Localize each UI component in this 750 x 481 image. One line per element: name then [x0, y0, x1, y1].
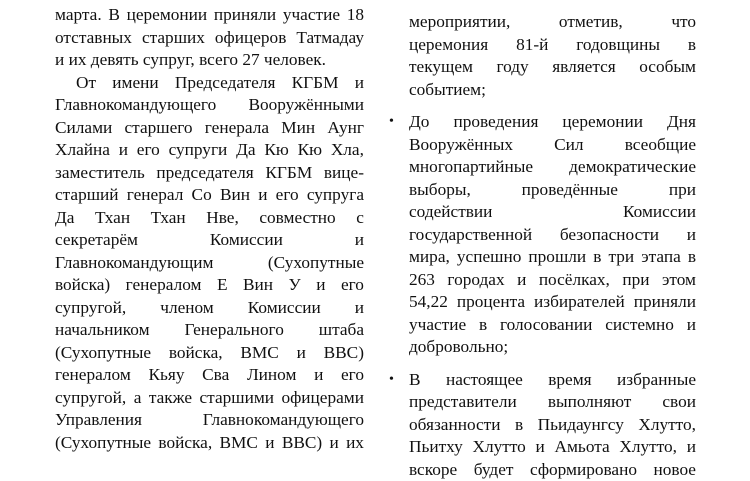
word: церемонии: [562, 111, 643, 134]
word: (Сухопутные: [55, 432, 151, 455]
bullet-item: [409, 369, 696, 481]
word: представители: [409, 391, 517, 414]
word: приняли: [634, 291, 696, 314]
word: членом: [160, 297, 213, 320]
word: является: [552, 56, 616, 79]
word: марта.: [55, 4, 102, 27]
word: ВМС: [240, 342, 278, 365]
text-line: [409, 224, 696, 247]
word: Хлутто: [473, 436, 526, 459]
word: и: [119, 139, 128, 162]
word: Да: [55, 207, 74, 230]
word: и: [329, 432, 338, 455]
text-line: [409, 414, 696, 437]
word: церемонии: [127, 4, 208, 27]
word: вице-: [324, 162, 364, 185]
word: с: [356, 207, 364, 230]
word: в: [593, 246, 601, 269]
word: войска): [55, 274, 110, 297]
word: Управления: [55, 409, 142, 432]
word: человек.: [264, 49, 326, 72]
word: выполняют: [548, 391, 632, 414]
word: Вооружённых: [409, 134, 513, 157]
word: особым: [639, 56, 696, 79]
word: отставных: [55, 27, 132, 50]
word: году: [496, 56, 528, 79]
word: От: [76, 72, 96, 95]
bullet-item: [409, 111, 696, 359]
text-line: [55, 184, 364, 207]
word: Дня: [667, 111, 696, 134]
text-line: [55, 139, 364, 162]
word: Комиссии: [248, 297, 321, 320]
word: избирателей: [534, 291, 625, 314]
word: годовщины: [576, 34, 660, 57]
word: Кю: [264, 139, 288, 162]
word: и: [55, 49, 69, 72]
word: Амьота: [555, 436, 610, 459]
word: председателя: [156, 162, 253, 185]
word: и: [517, 269, 526, 292]
word: городах: [447, 269, 504, 292]
word: офицерами: [281, 387, 364, 410]
word: Хлутто,: [638, 414, 696, 437]
word: участие: [409, 314, 466, 337]
word: До: [409, 111, 429, 134]
word: КГБМ: [265, 162, 312, 185]
word: государственной: [409, 224, 532, 247]
word: системно: [605, 314, 674, 337]
text-line: [409, 156, 696, 179]
text-line: [55, 94, 364, 117]
bullet-icon: •: [389, 369, 394, 392]
clipped-line: [409, 4, 696, 11]
word: добровольно;: [409, 336, 508, 359]
word: Пьидаунгсу: [538, 414, 624, 437]
word: три: [608, 246, 634, 269]
word: церемония: [409, 34, 488, 57]
word: всеобщие: [625, 134, 696, 157]
word: при: [622, 269, 649, 292]
text-line: [409, 79, 696, 102]
word: текущем: [409, 56, 473, 79]
word: совместно: [259, 207, 335, 230]
word: и: [355, 72, 364, 95]
word: безопасности: [560, 224, 659, 247]
word: Комиссии: [210, 229, 283, 252]
word: этом: [662, 269, 696, 292]
word: генералом: [55, 364, 131, 387]
text-line: [55, 364, 364, 387]
word: и: [355, 297, 364, 320]
word: КГБМ: [292, 72, 339, 95]
word: 263: [409, 269, 435, 292]
word: Пьитху: [409, 436, 463, 459]
word: обязанности: [409, 414, 501, 437]
word: секретарём: [55, 229, 138, 252]
word: и: [297, 342, 306, 365]
word: 54,22: [409, 291, 448, 314]
word: Аунг: [327, 117, 364, 140]
word: В: [108, 4, 120, 27]
text-line: [409, 111, 696, 134]
word: его: [276, 184, 299, 207]
text-line: [55, 297, 364, 320]
left-column: [55, 4, 364, 454]
word: Комиссии: [623, 201, 696, 224]
word: многопартийные: [409, 156, 533, 179]
word: 81-й: [516, 34, 548, 57]
word: У: [289, 274, 301, 297]
text-line: [409, 291, 696, 314]
word: Вин: [220, 184, 250, 207]
text-line: [409, 436, 696, 459]
text-line: [409, 391, 696, 414]
word: Тхан: [151, 207, 186, 230]
word: при: [669, 179, 696, 202]
bullet-icon: •: [389, 111, 394, 134]
word: Вин: [243, 274, 273, 297]
word: Председателя: [175, 72, 276, 95]
word: в: [479, 314, 487, 337]
word: старшими: [200, 387, 274, 410]
word: прошли: [528, 246, 586, 269]
word: В: [409, 369, 421, 392]
word: генерал: [127, 184, 184, 207]
word: Главнокомандующим: [55, 252, 213, 275]
word: Да: [236, 139, 255, 162]
word: генерала: [205, 117, 269, 140]
word: содействии: [409, 201, 492, 224]
word: посёлках,: [539, 269, 610, 292]
word: ВВС): [324, 342, 364, 365]
word: проведения: [453, 111, 538, 134]
word: (Сухопутные: [268, 252, 364, 275]
word: их: [346, 432, 364, 455]
word: Сва: [202, 364, 229, 387]
text-line: [409, 179, 696, 202]
word: начальником: [55, 319, 150, 342]
text-line: [409, 56, 696, 79]
right-column: [409, 4, 696, 481]
word: новое: [654, 459, 696, 481]
word: Главнокомандующего: [203, 409, 364, 432]
word: и: [314, 364, 323, 387]
word: и: [687, 224, 696, 247]
word: офицеров: [215, 27, 286, 50]
word: избранные: [617, 369, 696, 392]
text-line: [55, 229, 364, 252]
word: свои: [662, 391, 696, 414]
word: Сил: [554, 134, 583, 157]
word: и: [536, 436, 545, 459]
word: и: [355, 229, 364, 252]
word: приняли: [214, 4, 276, 27]
word: Е: [217, 274, 228, 297]
word: Хла,: [331, 139, 364, 162]
word: этапа: [641, 246, 681, 269]
word: генералом: [126, 274, 202, 297]
word: Хлайна: [55, 139, 110, 162]
word: будет: [474, 459, 514, 481]
text-line: [55, 387, 364, 410]
word: голосовании: [500, 314, 592, 337]
word: супругой,: [55, 297, 126, 320]
word: имени: [112, 72, 158, 95]
word: войска,: [169, 342, 223, 365]
text-line: [55, 49, 364, 72]
word: и: [687, 314, 696, 337]
word: супруга: [307, 184, 364, 207]
text-line: [55, 252, 364, 275]
word: вскоре: [409, 459, 457, 481]
word: его: [341, 364, 364, 387]
text-line: [55, 72, 364, 95]
word: Кьяу: [148, 364, 184, 387]
text-line: [55, 342, 364, 365]
word: мира,: [409, 246, 450, 269]
text-line: [55, 409, 364, 432]
word: войска,: [158, 432, 212, 455]
text-line: [409, 246, 696, 269]
word: что: [671, 11, 696, 34]
word: и: [687, 436, 696, 459]
text-line: [409, 336, 696, 359]
text-line: [409, 314, 696, 337]
word: Главнокомандующего: [55, 94, 216, 117]
word: его: [137, 139, 160, 162]
word: старший: [55, 184, 119, 207]
word: (Сухопутные: [55, 342, 151, 365]
word: Генерального: [184, 319, 283, 342]
word: мероприятии,: [409, 11, 510, 34]
word: проведённые: [522, 179, 618, 202]
text-line: [55, 319, 364, 342]
word: девять: [91, 49, 143, 72]
text-line: [55, 274, 364, 297]
word: супруги: [169, 139, 228, 162]
word: в: [515, 414, 523, 437]
word: Силами: [55, 117, 112, 140]
text-line: [55, 27, 364, 50]
word: Хлутто,: [619, 436, 677, 459]
word: заместитель: [55, 162, 145, 185]
word: время: [548, 369, 591, 392]
word: Татмадау: [296, 27, 364, 50]
text-line: [409, 201, 696, 224]
word: демократические: [569, 156, 696, 179]
word: выборы,: [409, 179, 471, 202]
word: процента: [457, 291, 525, 314]
word: настоящее: [446, 369, 523, 392]
word: старшего: [125, 117, 193, 140]
word: участие: [283, 4, 340, 27]
text-line: [55, 4, 364, 27]
word: отметив,: [559, 11, 623, 34]
word: ВМС: [219, 432, 257, 455]
text-line: [55, 117, 364, 140]
word: и: [265, 432, 274, 455]
text-line: [55, 207, 364, 230]
word: Со: [192, 184, 212, 207]
word: в: [688, 34, 696, 57]
text-line: [409, 134, 696, 157]
word: его: [341, 274, 364, 297]
word: успешно: [457, 246, 521, 269]
word: 27: [242, 49, 264, 72]
word: и: [316, 274, 325, 297]
word: и: [258, 184, 267, 207]
word: старших: [142, 27, 205, 50]
text-line: [55, 162, 364, 185]
text-line: [409, 459, 696, 481]
word: ВВС): [282, 432, 322, 455]
word: штаба: [319, 319, 364, 342]
word: Лином: [247, 364, 296, 387]
word: событием;: [409, 79, 486, 102]
word: всего: [199, 49, 242, 72]
text-line: [409, 34, 696, 57]
word: супругой,: [55, 387, 126, 410]
word: супруг,: [143, 49, 199, 72]
word: также: [149, 387, 192, 410]
word: Вооружёнными: [248, 94, 364, 117]
word: Кю: [298, 139, 322, 162]
text-line: [409, 269, 696, 292]
word: Мин: [281, 117, 315, 140]
text-line: [409, 369, 696, 392]
word: сформировано: [530, 459, 637, 481]
word: в: [688, 246, 696, 269]
word: Тхан: [95, 207, 130, 230]
word: 18: [347, 4, 364, 27]
text-line: [409, 11, 696, 34]
word: Нве,: [206, 207, 239, 230]
word: их: [69, 49, 91, 72]
text-line: [55, 432, 364, 455]
word: а: [134, 387, 142, 410]
